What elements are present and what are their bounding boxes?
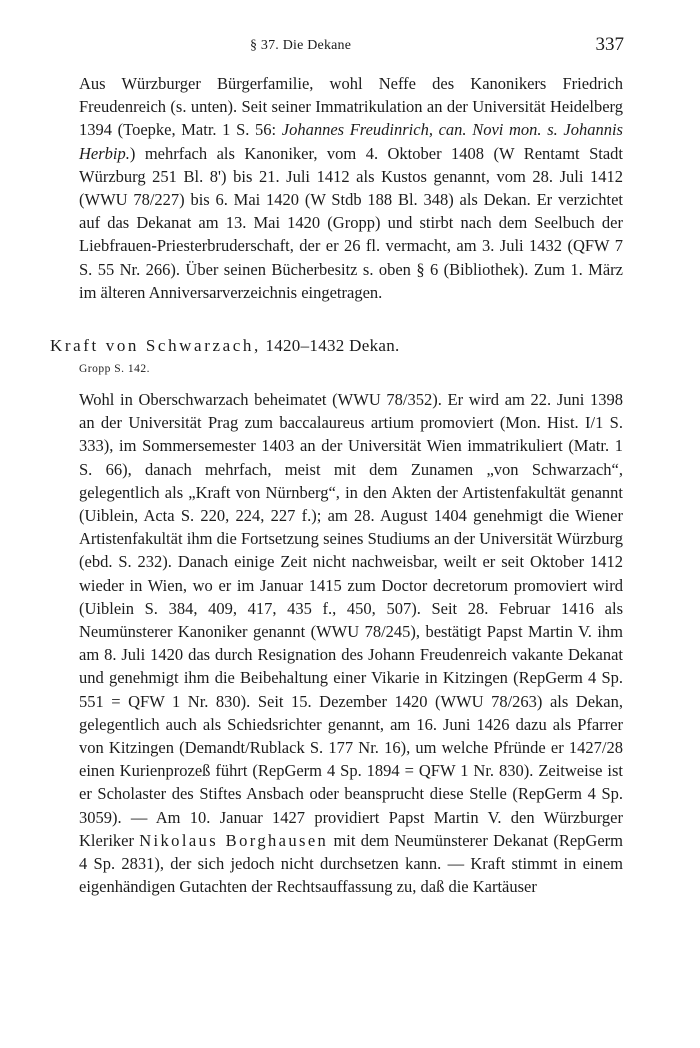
entry-heading <box>50 336 650 356</box>
source-reference: Gropp S. 142. <box>79 363 151 375</box>
paragraph-text: Aus Würzburger Bürgerfamilie, wohl Neffe des Kanonikers Friedrich Freudenreich (s. unten). Seit seiner Immatrikulation an der Universität Heidelberg 1394 (Toepke, Matr. 1 S. 56: <box>79 74 623 140</box>
page-number: 337 <box>595 34 624 55</box>
running-header <box>0 34 700 58</box>
entry-name: Kraft von Schwarzach, <box>50 336 261 355</box>
paragraph-previous-entry <box>79 72 623 304</box>
spaced-person-name: Nikolaus Borghausen <box>139 830 329 850</box>
paragraph-text: mit dem Neumünsterer Dekanat (RepGerm 4 Sp. 2831), der sich jedoch nicht durchsetzen kann. — Kraft stimmt in einem eigenhändigen Gutachten der Rechtsauffassung zu, daß die Kartäuser <box>79 830 623 897</box>
paragraph-entry-body <box>79 388 623 898</box>
italic-citation: Johannes Freudinrich, can. Novi mon. s. Johannis Herbip. <box>79 120 623 163</box>
paragraph-text: Wohl in Oberschwarzach beheimatet (WWU 78/352). Er wird am 22. Juni 1398 an der Universität Prag zum baccalaureus artium promoviert (Mon. Hist. I/1 S. 333), im Sommersemester 1403 an der Universität Wien immatrikuliert (Matr. 1 S. 66), danach mehrfach, meist mit dem Zunamen „von Schwarzach“, gelegentlich als „Kraft von Nürnberg“, in den Akten der Artistenfakultät genannt (Uiblein, Acta S. 220, 224, 227 f.); am 28. August 1404 genehmigt die Wiener Artistenfakultät ihm die Fortsetzung seines Studiums an der Universität Würzburg (ebd. S. 232). Danach einige Zeit nicht nachweisbar, weilt er seit Oktober 1412 wieder in Wien, wo er im Januar 1415 zum Doctor decretorum promoviert wird (Uiblein S. 384, 409, 417, 435 f., 450, 507). Seit 28. Februar 1416 als Neumünsterer Kanoniker genannt (WWU 78/245), bestätigt Papst Martin V. ihm am 8. Juli 1420 das durch Resignation des Johann Freudenreich vakante Dekanat und genehmigt ihm die Beibehaltung einer Vikarie in Kitzingen (RepGerm 4 Sp. 551 = QFW 1 Nr. 830). Seit 15. Dezember 1420 (WWU 78/263) als Dekan, gelegentlich auch als Schiedsrichter genannt, am 16. Juni 1426 dazu als Pfarrer von Kitzingen (Demandt/Rublack S. 177 Nr. 16), um welche Pfründe er 1427/28 einen Kurienprozeß führt (RepGerm 4 Sp. 1894 = QFW 1 Nr. 830). Zeitweise ist er Scholaster des Stiftes Ansbach oder beansprucht diese Stelle (RepGerm 4 Sp. 3059). — Am 10. Januar 1427 providiert Papst Martin V. den Würzburger Kleriker <box>79 390 623 850</box>
paragraph-text: ) mehrfach als Kanoniker, vom 4. Oktober 1408 (W Rentamt Stadt Würzburg 251 Bl. 8') bis 21. Juli 1412 als Kustos genannt, vom 28. Juli 1412 (WWU 78/227) bis 6. Mai 1420 (W Stdb 188 Bl. 348) als Dekan. Er verzichtet auf das Dekanat am 13. Mai 1420 (Gropp) und stirbt nach dem Seelbuch der Liebfrauen-Priesterbruderschaft, der er 26 fl. vermacht, am 3. Juli 1432 (QFW 7 S. 55 Nr. 266). Über seinen Bücherbesitz s. oben § 6 (Bibliothek). Zum 1. März im älteren Anniversarverzeichnis eingetragen. <box>79 143 623 302</box>
running-title: § 37. Die Dekane <box>250 38 352 53</box>
entry-dates: 1420–1432 Dekan. <box>260 336 400 355</box>
